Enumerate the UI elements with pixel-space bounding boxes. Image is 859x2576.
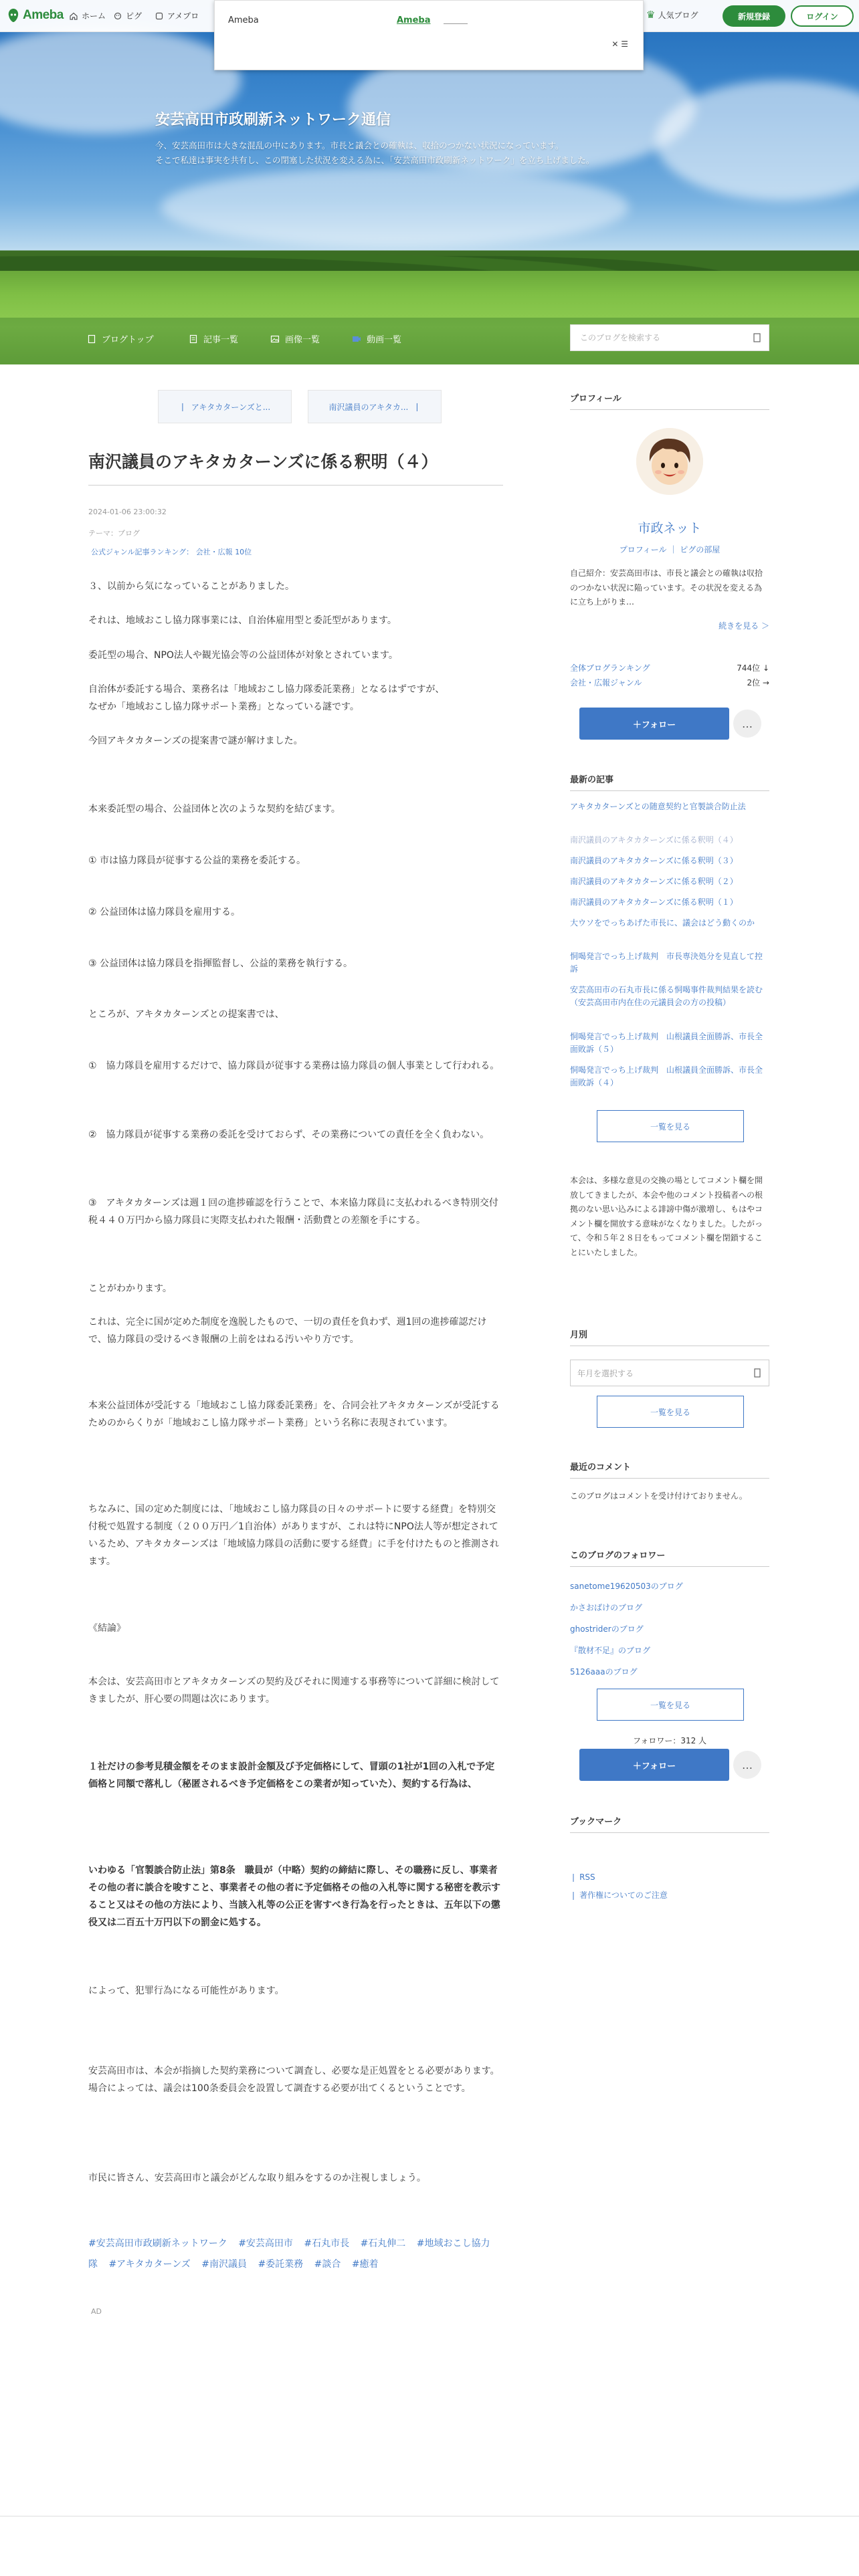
entry-paragraph-bold: いわゆる「官製談合防止法」第8条 職員が（中略）契約の締結に際し、その職務に反し、事業者その他の者に談合を唆すこと、事業者その他の者に予定価格その他の入札等に関する秘密を教示すること又はその他の方法により、当該入札等の公正を害すべき行為を行ったときは、五年以下の懲役又は二百五十万円以下の罰金に処する。 [88, 1865, 500, 1928]
nav-amepro-label: アメプロ [167, 11, 199, 21]
gnav-video-list[interactable] [352, 332, 401, 345]
copyright-notice-label: 著作権についてのご注意 [579, 1891, 668, 1900]
entry-paragraph: 本会は、安芸高田市とアキタカターンズの契約及びそれに関連する事務等について詳細に検討してきましたが、肝心要の問題は次にあります。 [88, 1677, 500, 1705]
login-button[interactable]: ログイン [791, 5, 854, 27]
entry-paragraph: 《結論》 [88, 1623, 126, 1634]
entry-paragraph: ③ アキタカターンズは週１回の進捗確認を行うことで、本来協力隊員に支払われるべき特別交付税４４０万円から協力隊員に実際支払われた報酬・活動費との差額を手にする。 [88, 1198, 498, 1226]
latest-entry-link[interactable]: アキタカターンズとの随意契約と官製談合防止法 [570, 802, 746, 811]
profile-heading: プロフィール [570, 391, 769, 410]
follower-link[interactable]: sanetome19620503のブログ [570, 1582, 683, 1591]
document-icon [87, 334, 96, 344]
ameba-logo[interactable] [7, 7, 64, 23]
entry-paragraph: これは、完全に国が定めた制度を逸脱したもので、一切の責任を負わず、週1回の進捗確認だけで、協力隊員の受けるべき報酬の上前をはねる汚いやり方です。 [88, 1317, 487, 1345]
profile-name[interactable]: 市政ネット [638, 521, 702, 536]
followers-heading: このブログのフォロワー [570, 1548, 769, 1567]
profile-read-more[interactable]: 続きを見る ＞ [719, 621, 769, 631]
hashtag-list [88, 2234, 503, 2275]
ameba-logo-text: Ameba [23, 8, 64, 22]
entry-date: 2024-01-06 23:00:32 [88, 508, 167, 516]
latest-entry-current[interactable]: 南沢議員のアキタカターンズに係る釈明（４） [570, 835, 738, 845]
rss-icon: ❘ [570, 1872, 577, 1882]
entry-theme-link[interactable]: ブログ [118, 529, 140, 538]
dropdown-icon [753, 1368, 762, 1378]
profile-intro: 自己紹介：安芸高田市は、市長と議会との確執は収拾のつかない状況に陥っています。その状況を変える為に立ち上がりま… [570, 568, 763, 607]
follow-button[interactable]: ＋フォロー [579, 708, 729, 740]
nav-home[interactable] [70, 10, 106, 21]
overall-ranking-value: 744位 ↓ [737, 663, 769, 673]
chevron-left-icon: ❘ [179, 402, 186, 411]
overall-ranking-link[interactable]: 全体ブログランキング [570, 663, 650, 673]
entry-paragraph: 安芸高田市は、本会が指摘した契約業務について調査し、必要な是正処置をとる必要があります。場合によっては、議会は100条委員会を設置して調査する必要が出てくるということです。 [88, 2066, 500, 2094]
followers-see-all-button[interactable]: 一覧を見る [597, 1689, 744, 1721]
hashtag-link[interactable]: #石丸伸二 [360, 2238, 406, 2249]
gnav-image-list-label: 画像一覧 [285, 335, 320, 345]
list-icon [189, 334, 198, 344]
comment-policy-note: 本会は、多様な意見の交換の場としてコメント欄を開放してきましたが、本会や他のコメント投稿者への根拠のない思い込みによる誹謗中傷が激増し、もはやコメント欄を開放する意味がなくなりました。したがって、令和５年２８日をもってコメント欄を閉鎖することにいたしました。 [570, 1176, 763, 1257]
rss-label: RSS [579, 1872, 595, 1882]
blog-search-box [570, 324, 769, 351]
latest-see-all-button[interactable]: 一覧を見る [597, 1110, 744, 1142]
entry-paragraph: それは、地域おこし協力隊事業には、自治体雇用型と委託型があります。 [88, 615, 397, 626]
link-separator: ｜ [669, 545, 680, 554]
follower-count: フォロワー：312 人 [632, 1736, 707, 1745]
entry-paragraph: 本来委託型の場合、公益団体と次のような契約を結びます。 [88, 804, 341, 815]
amepro-icon [155, 12, 163, 20]
rss-link[interactable] [570, 1872, 595, 1882]
genre-ranking-value: 2位 → [747, 678, 769, 687]
blog-title[interactable]: 安芸高田市政刷新ネットワーク通信 [155, 112, 391, 128]
gnav-blog-top-label: ブログトップ [102, 335, 154, 345]
entry-paragraph: ことがわかります。 [88, 1283, 172, 1294]
signup-button[interactable]: 新規登録 [723, 5, 785, 27]
entry-paragraph-bold: １社だけの参考見積金額をそのまま設計金額及び予定価格にして、冒頭の1社が1回の入札で予定価格と同額で落札し（秘匿されるべき予定価格をこの業者が知っていた）、契約する行為は、 [88, 1761, 495, 1790]
recent-comments-text: このブログはコメントを受け付けておりません。 [570, 1491, 747, 1501]
video-icon [352, 334, 361, 344]
crown-icon: ♛ [646, 9, 656, 21]
nav-amepro[interactable] [155, 10, 199, 21]
entry-paragraph: によって、犯罪行為になる可能性があります。 [88, 1985, 284, 1996]
next-entry-title: 南沢議員のアキタカ... [328, 402, 409, 412]
entry-paragraph: ② 協力隊員が従事する業務の委託を受けておらず、その業務についての責任を全く負わない。 [88, 1130, 490, 1140]
overall-ranking [570, 662, 769, 673]
gnav-image-list[interactable] [270, 332, 320, 345]
genre-ranking-link[interactable]: 会社・広報ジャンル [570, 678, 642, 687]
ad-banner[interactable] [214, 0, 644, 70]
hashtag-link[interactable]: #癒着 [351, 2258, 379, 2270]
hashtag-link[interactable]: #石丸市長 [304, 2238, 350, 2249]
latest-entry-link[interactable]: 南沢議員のアキタカターンズに係る釈明（２） [570, 877, 738, 886]
blog-description: そこで私達は事実を共有し、この閉塞した状況を変える為に、「安芸高田市政刷新ネットワーク」を立ち上げました。 [155, 155, 595, 165]
image-icon [270, 334, 280, 344]
entry-paragraph: 自治体が委託する場合、業務名は「地域おこし協力隊委託業務」となるはずですが、 [88, 684, 445, 695]
pigg-icon [114, 12, 122, 20]
ad-banner-brand[interactable]: Ameba [397, 15, 431, 25]
hashtag-link[interactable]: #地域おこし協力隊 [88, 2238, 490, 2270]
follower-link[interactable]: 『散材不足』のブログ [570, 1646, 651, 1655]
latest-entry-link[interactable]: 恫喝発言でっち上げ裁判 山根議員全面勝訴、市長全面敗訴（４） [570, 1065, 763, 1088]
link-icon: ❘ [570, 1890, 577, 1900]
blog-search-input[interactable] [571, 325, 745, 350]
latest-entry-link[interactable]: 大ウソをでっちあげた市長に、議会はどう動くのか [570, 918, 755, 928]
next-entry-link[interactable] [308, 390, 442, 423]
chevron-right-icon: ❘ [413, 402, 421, 411]
search-icon[interactable] [753, 333, 762, 342]
avatar[interactable] [636, 428, 703, 495]
pig-room-link[interactable]: ピグの部屋 [680, 545, 721, 554]
entry-paragraph: なぜか「地域おこし協力隊サポート業務」となっている謎です。 [88, 702, 359, 712]
hashtag-link[interactable]: #南沢議員 [201, 2258, 247, 2270]
genre-ranking [570, 677, 769, 688]
entry-rank-genre[interactable]: 会社・広報 [195, 548, 233, 556]
hashtag-link[interactable]: #アキタカターンズ [108, 2258, 191, 2270]
avatar-illustration [636, 428, 703, 495]
entry-paragraph: ちなみに、国の定めた制度には、「地域おこし協力隊員の日々のサポートに要する経費」を特別交付税で処置する制度（２００万円／1自治体）がありますが、これは特にNPO法人等が想定されているため、アキタカターンズは「地域協力隊員の活動に要する経費」に手を付けたものと推測されます。 [88, 1504, 500, 1567]
latest-entry-link[interactable]: 恫喝発言でっち上げ裁判 市長専決処分を見直して控訴 [570, 952, 763, 974]
hashtag-link[interactable]: #安芸高田市 [238, 2238, 293, 2249]
ameba-logo-icon [7, 7, 20, 23]
more-options-button[interactable]: … [733, 710, 761, 738]
entry-paragraph: 市民に皆さん、安芸高田市と議会がどんな取り組みをするのか注視しましょう。 [88, 2173, 426, 2183]
entry-rank-label: 公式ジャンル記事ランキング： [91, 548, 194, 556]
popular-blog-link[interactable] [646, 9, 698, 21]
profile-links [570, 544, 769, 555]
entry-paragraph: 本来公益団体が受託する「地域おこし協力隊委託業務」を、合同会社アキタカターンズが受託するためのからくりが「地域おこし協力隊サポート業務」という名称に表現されています。 [88, 1400, 500, 1428]
nav-home-label: ホーム [82, 11, 106, 21]
copyright-notice-link[interactable] [570, 1889, 668, 1901]
gnav-entry-list[interactable] [189, 332, 238, 345]
entry-paragraph: ③ 公益団体は協力隊員を指揮監督し、公益的業務を執行する。 [88, 958, 353, 969]
entry-rank-position: 10位 [235, 548, 252, 556]
prev-entry-title: アキタカターンズと... [191, 402, 271, 412]
follower-link[interactable]: ghostriderのブログ [570, 1624, 644, 1634]
follower-link[interactable]: かさおばけのブログ [570, 1603, 643, 1612]
ad-close-icon[interactable]: ✕ ☰ [611, 39, 628, 49]
entry-title: 南沢議員のアキタカターンズに係る釈明（４） [88, 452, 438, 471]
entry-theme-label: テーマ： [88, 529, 118, 538]
follow-button[interactable]: ＋フォロー [579, 1749, 729, 1781]
header-cloud [161, 167, 629, 247]
entry-paragraph: ① 市は協力隊員が従事する公益的業務を委託する。 [88, 855, 306, 866]
ad-banner-label: Ameba [228, 15, 259, 25]
entry-paragraph: 今回アキタカターンズの提案書で謎が解けました。 [88, 736, 303, 746]
home-icon [70, 12, 78, 20]
prev-entry-link[interactable] [158, 390, 292, 423]
gnav-blog-top[interactable] [87, 332, 154, 345]
title-divider [88, 485, 503, 486]
latest-entry-link[interactable]: 安芸高田市の石丸市長に係る恫喝事件裁判結果を読む（安芸高田市内在住の元議員会の方の投稿） [570, 985, 763, 1008]
entry-ranking [91, 546, 252, 557]
follower-link[interactable]: 5126aaaのブログ [570, 1667, 638, 1677]
month-select-placeholder: 年月を選択する [577, 1368, 634, 1378]
recent-comments-heading: 最近のコメント [570, 1460, 769, 1479]
ad-label: AD [91, 2307, 102, 2316]
latest-entry-link[interactable]: 恫喝発言でっち上げ裁判 山根議員全面勝訴、市長全面敗訴（５） [570, 1032, 763, 1055]
popular-blog-label: 人気ブログ [658, 10, 698, 20]
hashtag-link[interactable]: #談合 [314, 2258, 341, 2270]
entry-theme [88, 528, 140, 538]
entry-paragraph: ところが、アキタカターンズとの提案書では、 [88, 1009, 284, 1020]
month-select[interactable] [570, 1360, 769, 1386]
archive-heading: 月別 [570, 1327, 769, 1346]
bookmark-heading: ブックマーク [570, 1814, 769, 1833]
archive-see-all-button[interactable]: 一覧を見る [597, 1396, 744, 1428]
latest-entries-heading: 最新の記事 [570, 772, 769, 791]
latest-entry-link[interactable]: 南沢議員のアキタカターンズに係る釈明（３） [570, 856, 738, 865]
ad-banner-divider [444, 23, 468, 24]
entry-paragraph: ３、以前から気になっていることがありました。 [88, 581, 294, 592]
gnav-video-list-label: 動画一覧 [367, 335, 402, 345]
nav-pigg-label: ピグ [126, 11, 142, 21]
hashtag-link[interactable]: #安芸高田市政刷新ネットワーク [88, 2238, 227, 2249]
latest-entry-link[interactable]: 南沢議員のアキタカターンズに係る釈明（１） [570, 897, 738, 907]
blog-description: 今、安芸高田市は大きな混乱の中にあります。市長と議会との確執は、収拾のつかない状況になっています。 [155, 140, 564, 150]
entry-paragraph: 委託型の場合、NPO法人や観光協会等の公益団体が対象とされています。 [88, 650, 398, 661]
nav-pigg[interactable] [114, 10, 142, 21]
more-options-button[interactable]: … [733, 1751, 761, 1779]
entry-paragraph: ② 公益団体は協力隊員を雇用する。 [88, 907, 241, 918]
entry-paragraph: ① 協力隊員を雇用するだけで、協力隊員が従事する業務は協力隊員の個人事業として行われる。 [88, 1061, 500, 1071]
profile-link[interactable]: プロフィール [619, 545, 667, 554]
gnav-entry-list-label: 記事一覧 [203, 335, 239, 345]
hashtag-link[interactable]: #委託業務 [258, 2258, 304, 2270]
